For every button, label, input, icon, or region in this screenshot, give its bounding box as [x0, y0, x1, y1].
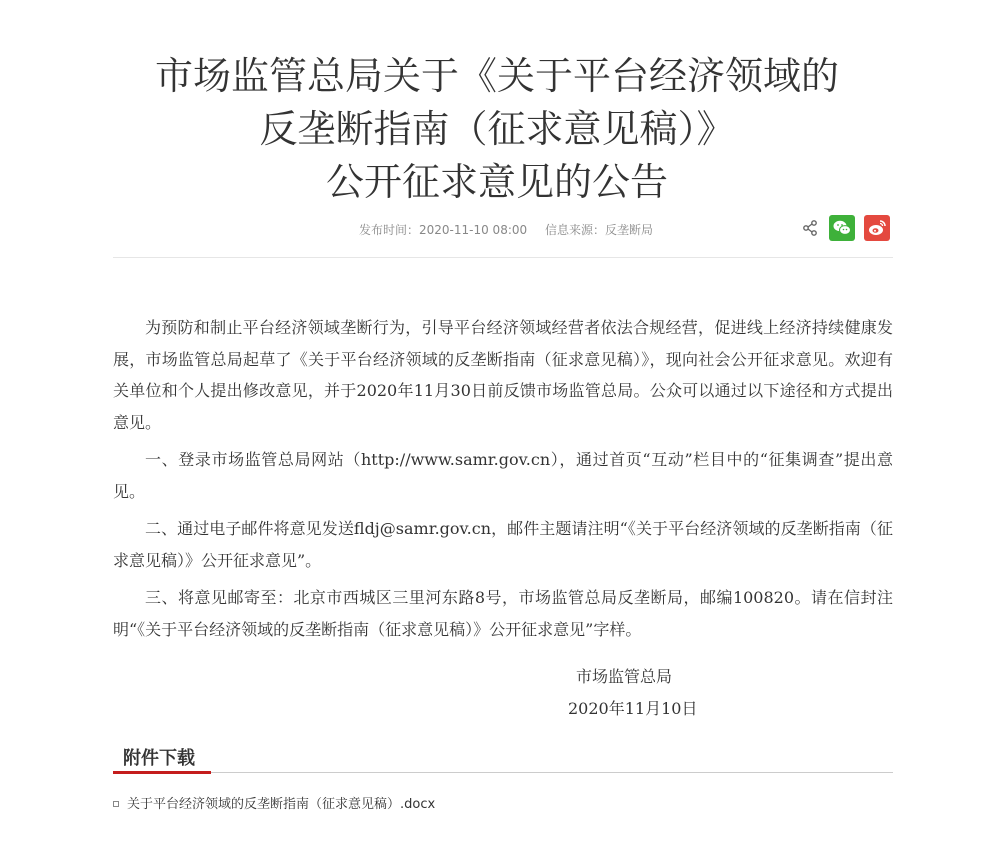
- attachments-list: [113, 795, 893, 815]
- attachments-title: 附件下载: [123, 748, 195, 769]
- article-meta: [113, 210, 893, 248]
- signature-org: 市场监管总局: [576, 667, 673, 686]
- wechat-icon[interactable]: [829, 215, 855, 241]
- publish-time: 发布时间：2020-11-10 08:00: [359, 223, 528, 237]
- info-source: 信息来源：反垄断局: [544, 223, 653, 237]
- article-body: [113, 312, 893, 651]
- square-bullet-icon: [113, 801, 119, 807]
- title-line-1: 市场监管总局关于《关于平台经济领域的: [154, 54, 839, 98]
- attachment-filename[interactable]: 关于平台经济领域的反垄断指南（征求意见稿）.docx: [127, 797, 436, 812]
- paragraph-way-1: 一、登录市场监管总局网站（http://www.samr.gov.cn），通过首页“互动”栏目中的“征集调查”提出意见。: [113, 450, 893, 501]
- title-line-2: 反垄断指南（征求意见稿）》: [259, 107, 735, 151]
- title-line-3: 公开征求意见的公告: [325, 160, 668, 204]
- article-signature: [113, 661, 893, 725]
- meta-info: [359, 221, 667, 238]
- signature-date: 2020年11月10日: [568, 699, 698, 718]
- paragraph-way-3: 三、将意见邮寄至：北京市西城区三里河东路8号，市场监管总局反垄断局，邮编100820。请在信封注明“《关于平台经济领域的反垄断指南（征求意见稿）》公开征求意见”字样。: [113, 588, 893, 639]
- paragraph-intro: 为预防和制止平台经济领域垄断行为，引导平台经济领域经营者依法合规经营，促进线上经济持续健康发展，市场监管总局起草了《关于平台经济领域的反垄断指南（征求意见稿）》，现向社会公开征求意见。欢迎有关单位和个人提出修改意见，并于2020年11月30日前反馈市场监管总局。公众可以通过以下途径和方式提出意见。: [113, 318, 893, 432]
- article-title: [0, 50, 994, 209]
- attachments-header: [113, 744, 893, 773]
- header-divider: [113, 257, 893, 258]
- attachments-title-underline: [113, 771, 211, 774]
- share-icon[interactable]: [801, 219, 819, 237]
- weibo-icon[interactable]: [864, 215, 890, 241]
- paragraph-way-2: 二、通过电子邮件将意见发送fldj@samr.gov.cn，邮件主题请注明“《关于平台经济领域的反垄断指南（征求意见稿）》公开征求意见”。: [113, 519, 893, 570]
- attachment-link[interactable]: [113, 795, 893, 815]
